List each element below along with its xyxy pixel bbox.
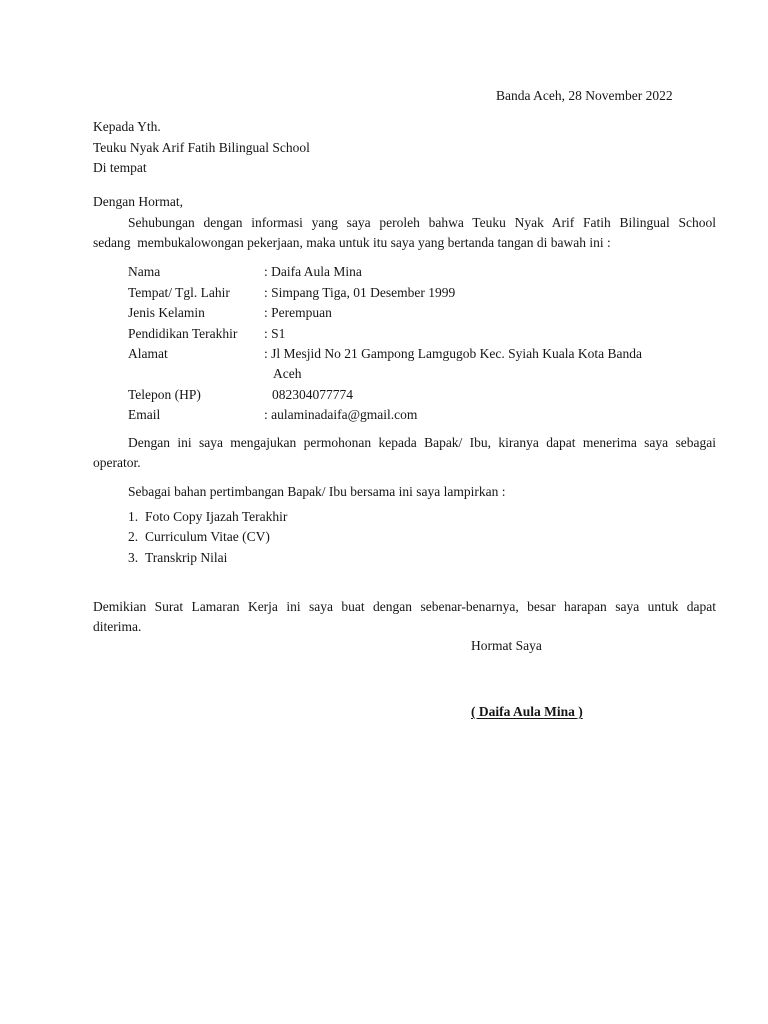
recipient-line: Teuku Nyak Arif Fatih Bilingual School [93,140,310,155]
data-value-alamat: : Jl Mesjid No 21 Gampong Lamgugob Kec. Syiah Kuala Kota Banda [264,346,642,361]
data-label-jenis-kelamin: Jenis Kelamin [128,305,205,320]
request-paragraph-line: Dengan ini saya mengajukan permohonan kepada Bapak/ Ibu, kiranya dapat menerima saya sebagai [128,435,716,450]
data-value-tempat-tgl-lahir: : Simpang Tiga, 01 Desember 1999 [264,285,456,300]
list-item-number: 1. [128,509,139,524]
request-paragraph-line: operator. [93,455,141,470]
list-item: Transkrip Nilai [145,550,228,565]
place-date: Banda Aceh, 28 November 2022 [496,88,673,103]
data-value-telepon: 082304077774 [272,387,353,402]
data-value-nama: : Daifa Aula Mina [264,264,362,279]
intro-paragraph-line: sedang membukalowongan pekerjaan, maka untuk itu saya yang bertanda tangan di bawah ini : [93,235,611,250]
list-item: Foto Copy Ijazah Terakhir [145,509,288,524]
signatory-name: ( Daifa Aula Mina ) [471,704,583,719]
data-value-email: : aulaminadaifa@gmail.com [264,407,418,422]
data-label-pendidikan: Pendidikan Terakhir [128,326,238,341]
salutation: Dengan Hormat, [93,194,183,209]
sign-off: Hormat Saya [471,638,542,653]
data-label-tempat-tgl-lahir: Tempat/ Tgl. Lahir [128,285,230,300]
closing-paragraph-line: diterima. [93,619,142,634]
attachments-intro: Sebagai bahan pertimbangan Bapak/ Ibu bersama ini saya lampirkan : [128,484,506,499]
intro-paragraph-line: Sehubungan dengan informasi yang saya peroleh bahwa Teuku Nyak Arif Fatih Bilingual School [128,215,716,230]
data-label-telepon: Telepon (HP) [128,387,201,402]
list-item-number: 2. [128,529,139,544]
list-item-number: 3. [128,550,139,565]
data-value-alamat-continuation: Aceh [273,366,302,381]
list-item: Curriculum Vitae (CV) [145,529,270,544]
closing-paragraph-line: Demikian Surat Lamaran Kerja ini saya buat dengan sebenar-benarnya, besar harapan saya untuk dapat [93,599,716,614]
recipient-line: Di tempat [93,160,147,175]
data-value-jenis-kelamin: : Perempuan [264,305,332,320]
recipient-line: Kepada Yth. [93,119,161,134]
data-value-pendidikan: : S1 [264,326,286,341]
data-label-nama: Nama [128,264,161,279]
data-label-alamat: Alamat [128,346,168,361]
data-label-email: Email [128,407,161,422]
